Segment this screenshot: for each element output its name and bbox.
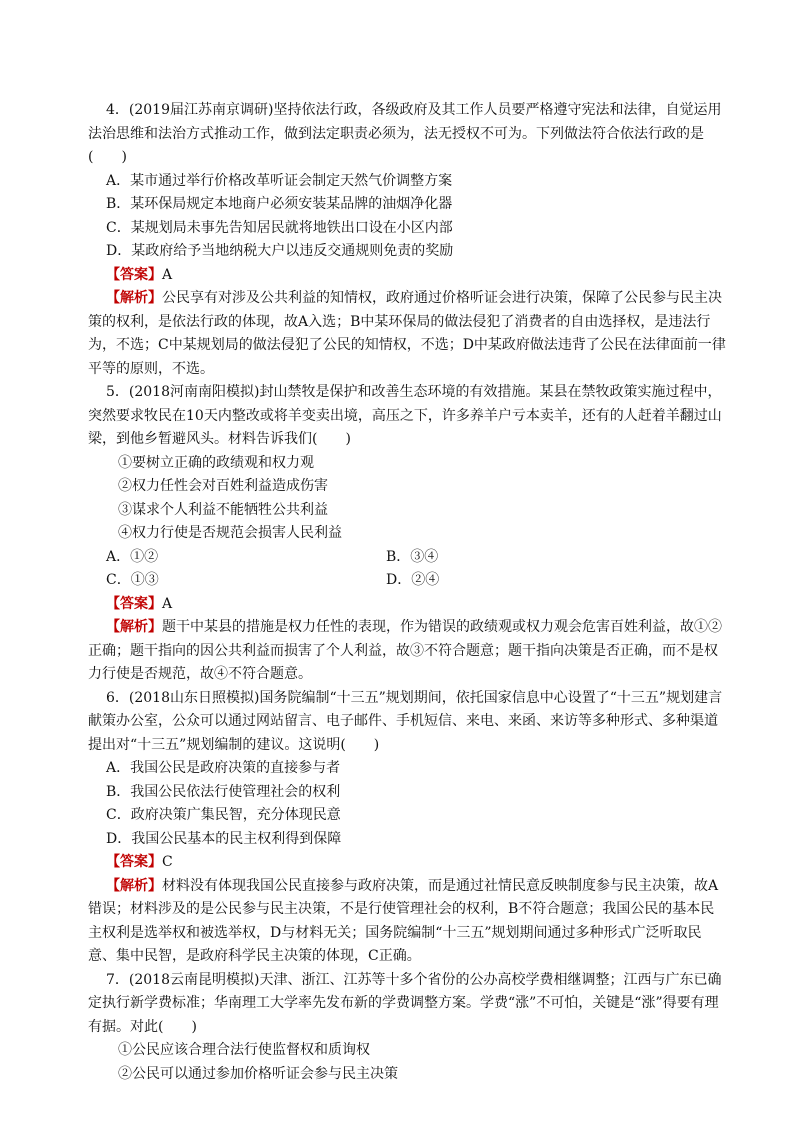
- answer-label: 【答案】: [106, 854, 162, 870]
- explanation-label: 【解析】: [106, 877, 162, 894]
- question-4-option-a: A．某市通过举行价格改革听证会制定天然气价调整方案: [106, 172, 453, 189]
- question-7-statement-1: ①公民应该合理合法行使监督权和质询权: [118, 1042, 370, 1058]
- question-4-answer: [88, 264, 728, 288]
- question-6-stem: 6．(2018山东日照模拟)国务院编制“十三五”规划期间，依托国家信息中心设置了“十三五”规划建言献策办公室，公众可以通过网站留言、电子邮件、手机短信、来电、来函、来访等多种形式、多种渠道提出对“十三五”规划编制的建议。这说明( ): [88, 689, 723, 753]
- question-5-stem: 5．(2018河南南阳模拟)封山禁牧是保护和改善生态环境的有效措施。某县在禁牧政策实施过程中，突然要求牧民在10天内整改或将羊变卖出境，高压之下，许多养羊户亏本卖羊，还有的人赶着羊翻过山梁，到他乡暂避风头。材料告诉我们( ): [88, 384, 722, 447]
- answer-value: A: [162, 595, 173, 612]
- question-5-answer: [88, 593, 728, 617]
- explanation-label: 【解析】: [106, 619, 162, 635]
- question-5-options-row-2: [88, 569, 728, 593]
- explanation-text: 题干中某县的措施是权力任性的表现，作为错误的政绩观或权力观会危害百姓利益，故①②正确；题干指向的因公共利益而损害了个人利益，故③不符合题意；题干指向决策是否正确，而不是权力行使是否规范，故④不符合题意。: [88, 619, 722, 682]
- question-4-explanation: [88, 287, 728, 381]
- answer-label: 【答案】: [106, 595, 162, 612]
- question-6-option-a: A．我国公民是政府决策的直接参与者: [106, 760, 341, 776]
- question-5-option-d: D．②④: [386, 572, 440, 588]
- answer-value: A: [162, 266, 173, 283]
- explanation-label: 【解析】: [106, 290, 162, 306]
- question-4-option-c: C．某规划局未事先告知居民就将地铁出口设在小区内部: [106, 219, 453, 236]
- document-content: [88, 99, 728, 1086]
- explanation-text: 公民享有对涉及公共利益的知情权，政府通过价格听证会进行决策，保障了公民参与民主决策的权利，是依法行政的体现，故A入选；B中某环保局的做法侵犯了消费者的自由选择权，是违法行为，不选；C中某规划局的做法侵犯了公民的知情权，不选；D中某政府做法违背了公民在法律面前一律平等的原则，不选。: [88, 290, 726, 377]
- question-5-statement-2: ②权力任性会对百姓利益造成伤害: [118, 478, 328, 494]
- answer-value: C: [162, 854, 173, 870]
- question-5-options-row-1: [88, 546, 728, 570]
- question-5-statement-4: ④权力行使是否规范会损害人民利益: [118, 525, 342, 541]
- question-5-option-c: C．①③: [106, 572, 159, 588]
- question-6-option-d: D．我国公民基本的民主权利得到保障: [106, 830, 342, 847]
- question-5-statement-3: ③谋求个人利益不能牺牲公共利益: [118, 501, 328, 518]
- question-7-stem: 7．(2018云南昆明模拟)天津、浙江、江苏等十多个省份的公办高校学费相继调整；江西与广东已确定执行新学费标准；华南理工大学率先发布新的学费调整方案。学费“涨”不可怕，关键是“涨”得要有理有据。对此( ): [88, 971, 722, 1035]
- question-6-explanation: [88, 875, 728, 969]
- question-7-statement-2: ②公民可以通过参加价格听证会参与民主决策: [118, 1065, 398, 1082]
- answer-label: 【答案】: [106, 266, 162, 283]
- question-4-option-d: D．某政府给予当地纳税大户以违反交通规则免责的奖励: [106, 243, 454, 259]
- question-4-option-b: B．某环保局规定本地商户必须安装某品牌的油烟净化器: [106, 196, 453, 212]
- question-5-explanation: [88, 616, 728, 687]
- question-6-answer: [88, 851, 728, 875]
- question-6-option-c: C．政府决策广集民智，充分体现民意: [106, 807, 341, 823]
- question-4-stem: 4．(2019届江苏南京调研)坚持依法行政，各级政府及其工作人员要严格遵守宪法和法律，自觉运用法治思维和法治方式推动工作，做到法定职责必须为，法无授权不可为。下列做法符合依法行政的是( ): [88, 102, 722, 165]
- question-5-option-a: A．①②: [106, 548, 159, 565]
- question-5-statement-1: ①要树立正确的政绩观和权力观: [118, 454, 314, 471]
- question-5-option-b: B．③④: [386, 548, 439, 565]
- question-6-option-b: B．我国公民依法行使管理社会的权利: [106, 783, 341, 800]
- explanation-text: 材料没有体现我国公民直接参与政府决策，而是通过社情民意反映制度参与民主决策，故A错误；材料涉及的是公民参与民主决策，不是行使管理社会的权利，B不符合题意；我国公民的基本民主权利是选举权和被选举权，D与材料无关；国务院编制“十三五”规划期间通过多种形式广泛听取民意、集中民智，是政府科学民主决策的体现，C正确。: [88, 877, 719, 964]
